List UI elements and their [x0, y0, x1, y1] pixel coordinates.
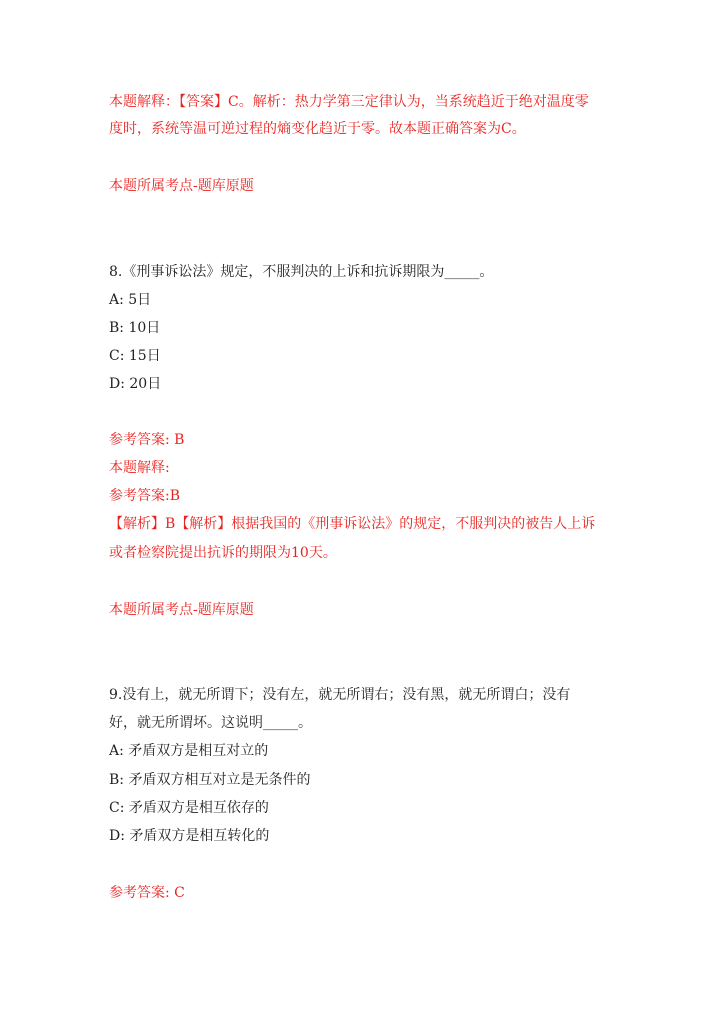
q7-explanation-line-2: 度时，系统等温可逆过程的熵变化趋近于零。故本题正确答案为C。 [109, 121, 526, 137]
q8-explanation-label: 本题解释: [109, 460, 170, 476]
q8-option-c: C: 15日 [109, 348, 161, 364]
q8-stem: 8.《刑事诉讼法》规定，不服判决的上诉和抗诉期限为_____。 [109, 264, 494, 280]
q8-option-a: A: 5日 [109, 292, 152, 308]
q7-topic: 本题所属考点-题库原题 [109, 178, 254, 194]
q9-option-a: A: 矛盾双方是相互对立的 [109, 743, 269, 759]
q8-option-d: D: 20日 [109, 376, 162, 392]
q8-option-b: B: 10日 [109, 320, 161, 336]
q8-analysis-line-2: 或者检察院提出抗诉的期限为10天。 [109, 545, 337, 561]
q9-option-d: D: 矛盾双方是相互转化的 [109, 828, 270, 844]
q8-topic: 本题所属考点-题库原题 [109, 602, 254, 618]
q9-answer: 参考答案: C [109, 885, 185, 901]
q9-option-c: C: 矛盾双方是相互依存的 [109, 800, 269, 816]
q8-answer-repeat: 参考答案:B [109, 488, 181, 504]
q7-explanation-line-1: 本题解释：【答案】C。解析：热力学第三定律认为，当系统趋近于绝对温度零 [109, 94, 589, 110]
q8-answer: 参考答案: B [109, 432, 185, 448]
q9-option-b: B: 矛盾双方相互对立是无条件的 [109, 772, 311, 788]
q9-stem-line-1: 9.没有上，就无所谓下；没有左，就无所谓右；没有黑，就无所谓白；没有 [109, 687, 571, 703]
q9-stem-line-2: 好，就无所谓坏。这说明_____。 [109, 715, 312, 731]
q8-analysis-line-1: 【解析】B【解析】根据我国的《刑事诉讼法》的规定，不服判决的被告人上诉 [109, 516, 596, 532]
